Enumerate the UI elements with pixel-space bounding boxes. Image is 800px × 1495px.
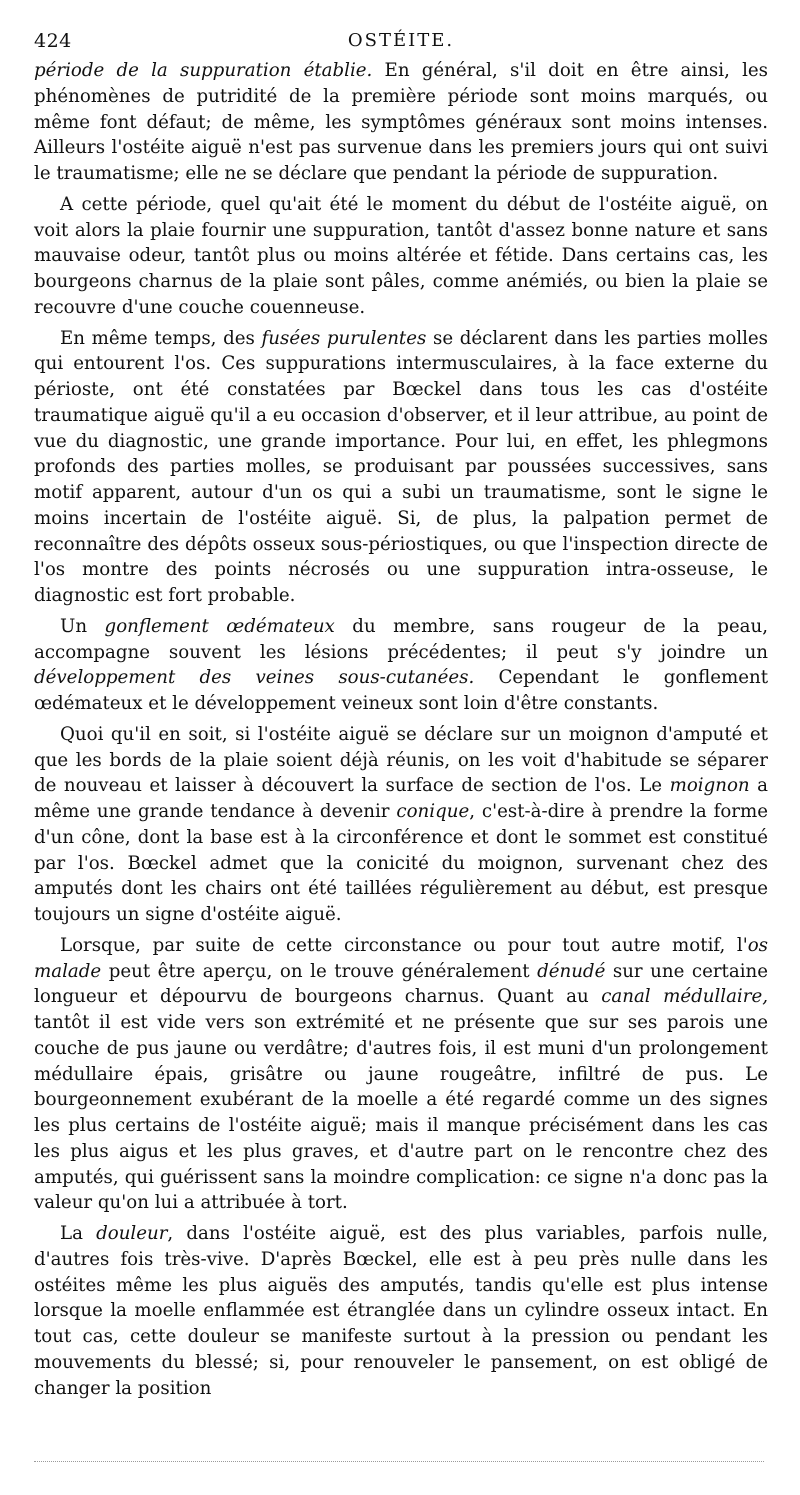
page-header xyxy=(34,30,768,58)
paragraph xyxy=(34,58,768,187)
text-run: sur une certaine longueur et dépourvu de bourgeons charnus. Quant au xyxy=(34,960,769,1008)
paragraph xyxy=(34,192,768,321)
running-title: OSTÉITE. xyxy=(347,30,455,51)
italic-term: fusées purulentes xyxy=(261,327,427,349)
page xyxy=(34,30,768,1406)
text-run: Lorsque, par suite de cette circonstance ou pour tout autre motif, l' xyxy=(60,934,748,956)
text-run: du membre, sans rougeur de la peau, accompagne souvent les lésions précédentes; il peut s'y joindre un xyxy=(34,615,768,663)
text-run: Un xyxy=(60,615,105,637)
text-run: , c'est-à-dire à prendre la forme d'un cône, dont la base est à la circonférence et dont le sommet est constitué par l'os. Bœckel admet que la conicité du moignon, survenant chez des amputés dont les chairs ont été taillées régulièrement au début, est presque toujours un signe d'ostéite aiguë. xyxy=(34,801,768,925)
paragraph xyxy=(34,1221,768,1401)
text-run: , dans l'ostéite aiguë, est des plus variables, parfois nulle, d'autres fois très-vive. D'après Bœckel, elle est à peu près nulle dans les ostéites même les plus aiguës des amputés, tandis qu'elle est plus intense lorsque la moelle enflammée est étranglée dans un cylindre osseux intact. En tout cas, cette douleur se manifeste surtout à la pression ou pendant les mouvements du blessé; si, pour renouveler le pansement, on est obligé de changer la position xyxy=(34,1223,769,1399)
paragraph xyxy=(34,614,768,717)
italic-term: gonflement œdémateux xyxy=(104,615,335,637)
paragraph xyxy=(34,933,768,1216)
page-number: 424 xyxy=(34,30,72,52)
text-run: tantôt il est vide vers son extrémité et ne présente que sur ses parois une couche de pus jaune ou verdâtre; d'autres fois, il est muni d'un prolongement médullaire épais, grisâtre ou jaune rougeâtre, infiltré de pus. Le bourgeonnement exubérant de la moelle a été regardé comme un des signes les plus certains de l'ostéite aiguë; mais il manque précisément dans les cas les plus aigus et les plus graves, et d'autre part on le rencontre chez des amputés, qui guérissent sans la moindre complication: ce signe n'a donc pas la valeur qu'on lui a attribuée à tort. xyxy=(34,1012,768,1214)
italic-term: conique xyxy=(396,801,470,822)
italic-term: développement des veines sous-cutanées. xyxy=(34,667,475,689)
italic-term: douleur xyxy=(96,1223,168,1244)
text-run: En même temps, des xyxy=(60,327,262,349)
text-run: peut être aperçu, on le trouve généralement xyxy=(101,960,538,982)
text-run: se déclarent dans les parties molles qui entourent l'os. Ces suppurations intermusculaires, à la face externe du périoste, ont été constatées par Bœckel dans tous les cas d'ostéite traumatique aiguë qu'il a eu occasion d'observer, et il leur attribue, au point de vue du diagnostic, une grande importance. Pour lui, en effet, les phlegmons profonds des parties molles, se produisant par poussées successives, sans motif apparent, autour d'un os qui a subi un traumatisme, sont le signe le moins incertain de l'ostéite aiguë. Si, de plus, la palpation permet de reconnaître des dépôts osseux sous-périostiques, ou que l'inspection directe de l'os montre des points nécrosés ou une suppuration intra-osseuse, le diagnostic est fort probable. xyxy=(34,327,768,606)
text-run: Quoi qu'il en soit, si l'ostéite aiguë se déclare sur un moignon d'amputé et que les bords de la plaie soient déjà réunis, on les voit d'habitude se séparer de nouveau et laisser à découvert la surface de section de l'os. Le xyxy=(34,723,768,797)
italic-term: canal médullaire, xyxy=(601,986,768,1008)
italic-term: dénudé xyxy=(537,960,606,982)
footer-rule xyxy=(34,1461,764,1462)
text-run: La xyxy=(60,1223,97,1244)
text-run: a même une grande tendance à devenir xyxy=(34,775,768,822)
text-run: A cette période, quel qu'ait été le moment du début de l'ostéite aiguë, on voit alors la plaie fournir une suppuration, tantôt d'assez bonne nature et sans mauvaise odeur, tantôt plus ou moins altérée et fétide. Dans certains cas, les bourgeons charnus de la plaie sont pâles, comme anémiés, ou bien la plaie se recouvre d'une couche couenneuse. xyxy=(34,193,768,318)
paragraph xyxy=(34,326,768,609)
italic-term: période de la suppuration établie. xyxy=(34,60,373,81)
italic-term: moignon xyxy=(669,775,750,797)
body-text xyxy=(34,58,768,1401)
paragraph xyxy=(34,722,768,928)
text-run: Cependant le gonflement œdémateux et le développement veineux sont loin d'être constants. xyxy=(34,667,769,714)
text-run: En général, s'il doit en être ainsi, les phénomènes de putridité de la première période sont moins marqués, ou même font défaut; de même, les symptômes généraux sont moins intenses. Ailleurs l'ostéite aiguë n'est pas survenue dans les premiers jours qui ont suivi le traumatisme; elle ne se déclare que pendant la période de suppuration. xyxy=(34,60,768,184)
italic-term: os malade xyxy=(34,934,768,982)
